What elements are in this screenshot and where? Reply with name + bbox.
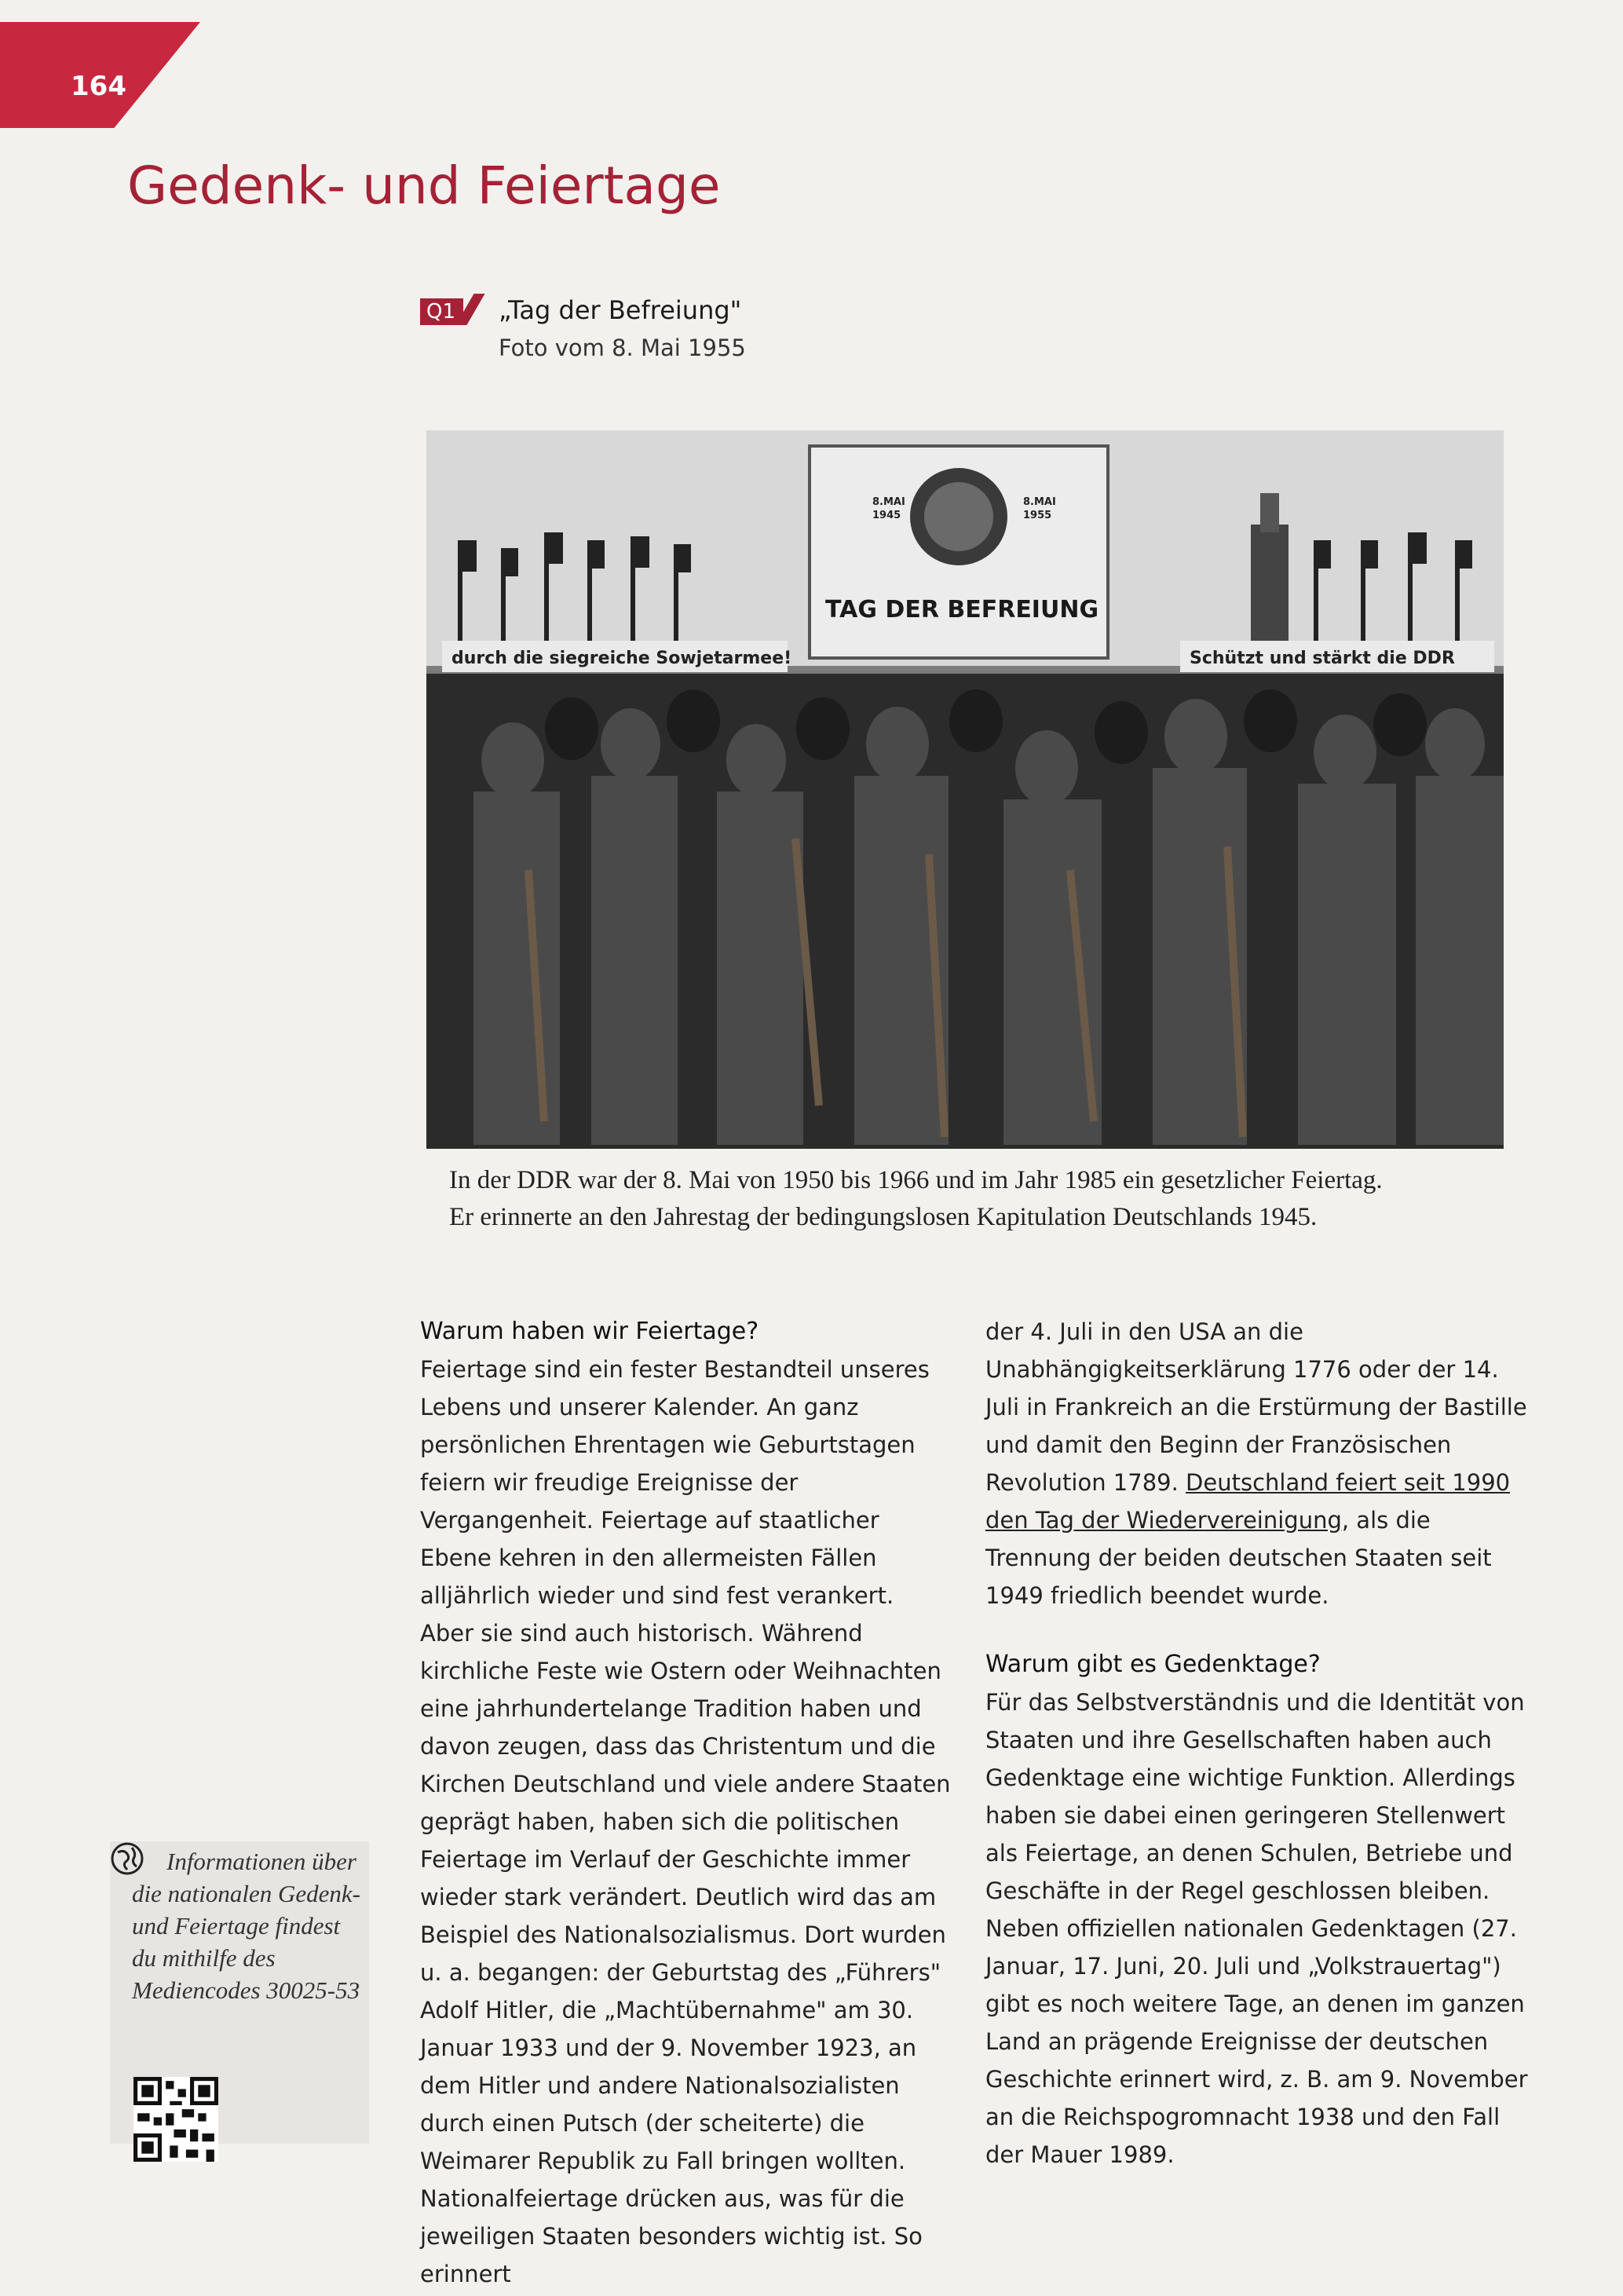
photo-caption-line-1: In der DDR war der 8. Mai von 1950 bis 1966 und im Jahr 1985 ein gesetzlicher Feiertag. xyxy=(449,1166,1383,1194)
historical-photo xyxy=(426,430,1504,1149)
page-title: Gedenk- und Feiertage xyxy=(127,155,721,216)
text-end: , als die Trennung der beiden deutschen Staaten seit 1949 friedlich beendet wurde. xyxy=(985,1507,1492,1609)
figure-subtitle: Foto vom 8. Mai 1955 xyxy=(499,335,746,361)
qr-code[interactable] xyxy=(133,2077,218,2162)
section-heading-feiertage: Warum haben wir Feiertage? xyxy=(420,1318,759,1345)
banner-date-right-2: 1955 xyxy=(1023,510,1052,521)
banner-date-left-1: 8.MAI xyxy=(872,496,905,508)
banner-date-right-1: 8.MAI xyxy=(1023,496,1056,508)
banner-main-text: TAG DER BEFREIUNG xyxy=(825,596,1099,623)
section-heading-gedenktage: Warum gibt es Gedenktage? xyxy=(985,1651,1321,1678)
figure-title: „Tag der Befreiung" xyxy=(499,295,742,325)
banner-left-text: durch die siegreiche Sowjetarmee! xyxy=(451,649,792,668)
section-text-feiertage: Feiertage sind ein fester Bestandteil unseres Lebens und unserer Kalender. An ganz persönlichen Ehrentagen wie Geburtstagen feiern wir freudige Ereignisse der Vergangenheit. Feiertage auf staatlicher Ebene kehren in den allermeisten Fällen alljährlich wieder und sind fest verankert. Aber sie sind auch historisch. Während kirchliche Feste wie Ostern oder Weihnachten eine jahrhundertelange Tradition haben und davon zeugen, dass das Christentum und die Kirchen Deutschland und viele andere Staaten geprägt haben, haben sich die politischen Feiertage im Verlauf der Geschichte immer wieder stark verändert. Deutlich wird das am Beispiel des Nationalsozialismus. Dort wurden u. a. begangen: der Geburtstag des „Führers" Adolf Hitler, die „Machtübernahme" am 30. Januar 1933 und der 9. November 1923, an dem Hitler und andere Nationalsozialisten durch einen Putsch (der scheiterte) die Weimarer Republik zu Fall bringen wollten. Nationalfeiertage drücken aus, was für die jeweiligen Staaten besonders wichtig ist. So erinnert xyxy=(420,1356,951,2287)
underlined-text: Deutschland feiert seit 1990 den Tag der Wiedervereinigung xyxy=(985,1469,1511,1534)
section-text-feiertage-continued xyxy=(985,1313,1535,1614)
text-column-left xyxy=(420,1313,954,2293)
text-column-right xyxy=(985,1313,1535,2174)
page-number: 164 xyxy=(71,71,126,102)
banner-right-text: Schützt und stärkt die DDR xyxy=(1190,649,1455,668)
media-code-text: Informationen über die nationalen Gedenk- und Feiertage findest du mithilfe des Mediencodes 30025-53 xyxy=(132,1848,360,2004)
section-text-gedenktage: Für das Selbstverständnis und die Identität von Staaten und ihre Gesellschaften haben auch Gedenktage eine wichtige Funktion. Allerdings haben sie dabei einen geringeren Stellenwert als Feiertage, an denen Schulen, Betriebe und Geschäfte in der Regel geschlossen bleiben. Neben offiziellen nationalen Gedenktagen (27. Januar, 17. Juni, 20. Juli und „Volkstrauertag") gibt es noch weitere Tage, an denen im ganzen Land an prägende Ereignisse der deutschen Geschichte erinnert wird, z. B. am 9. November an die Reichspogromnacht 1938 und den Fall der Mauer 1989. xyxy=(985,1689,1528,2168)
photo-caption xyxy=(449,1162,1493,1236)
photo-caption-line-2: Er erinnerte an den Jahrestag der bedingungslosen Kapitulation Deutschlands 1945. xyxy=(449,1203,1318,1231)
text-cont: der 4. Juli in den USA an die Unabhängigkeitserklärung 1776 oder der 14. Juli in Frankreich an die Erstürmung der Bastille und damit den Beginn der Französischen Revolution 1789. xyxy=(985,1318,1527,1496)
figure-label: Q1 xyxy=(420,298,463,325)
banner-date-left-2: 1945 xyxy=(872,510,901,521)
